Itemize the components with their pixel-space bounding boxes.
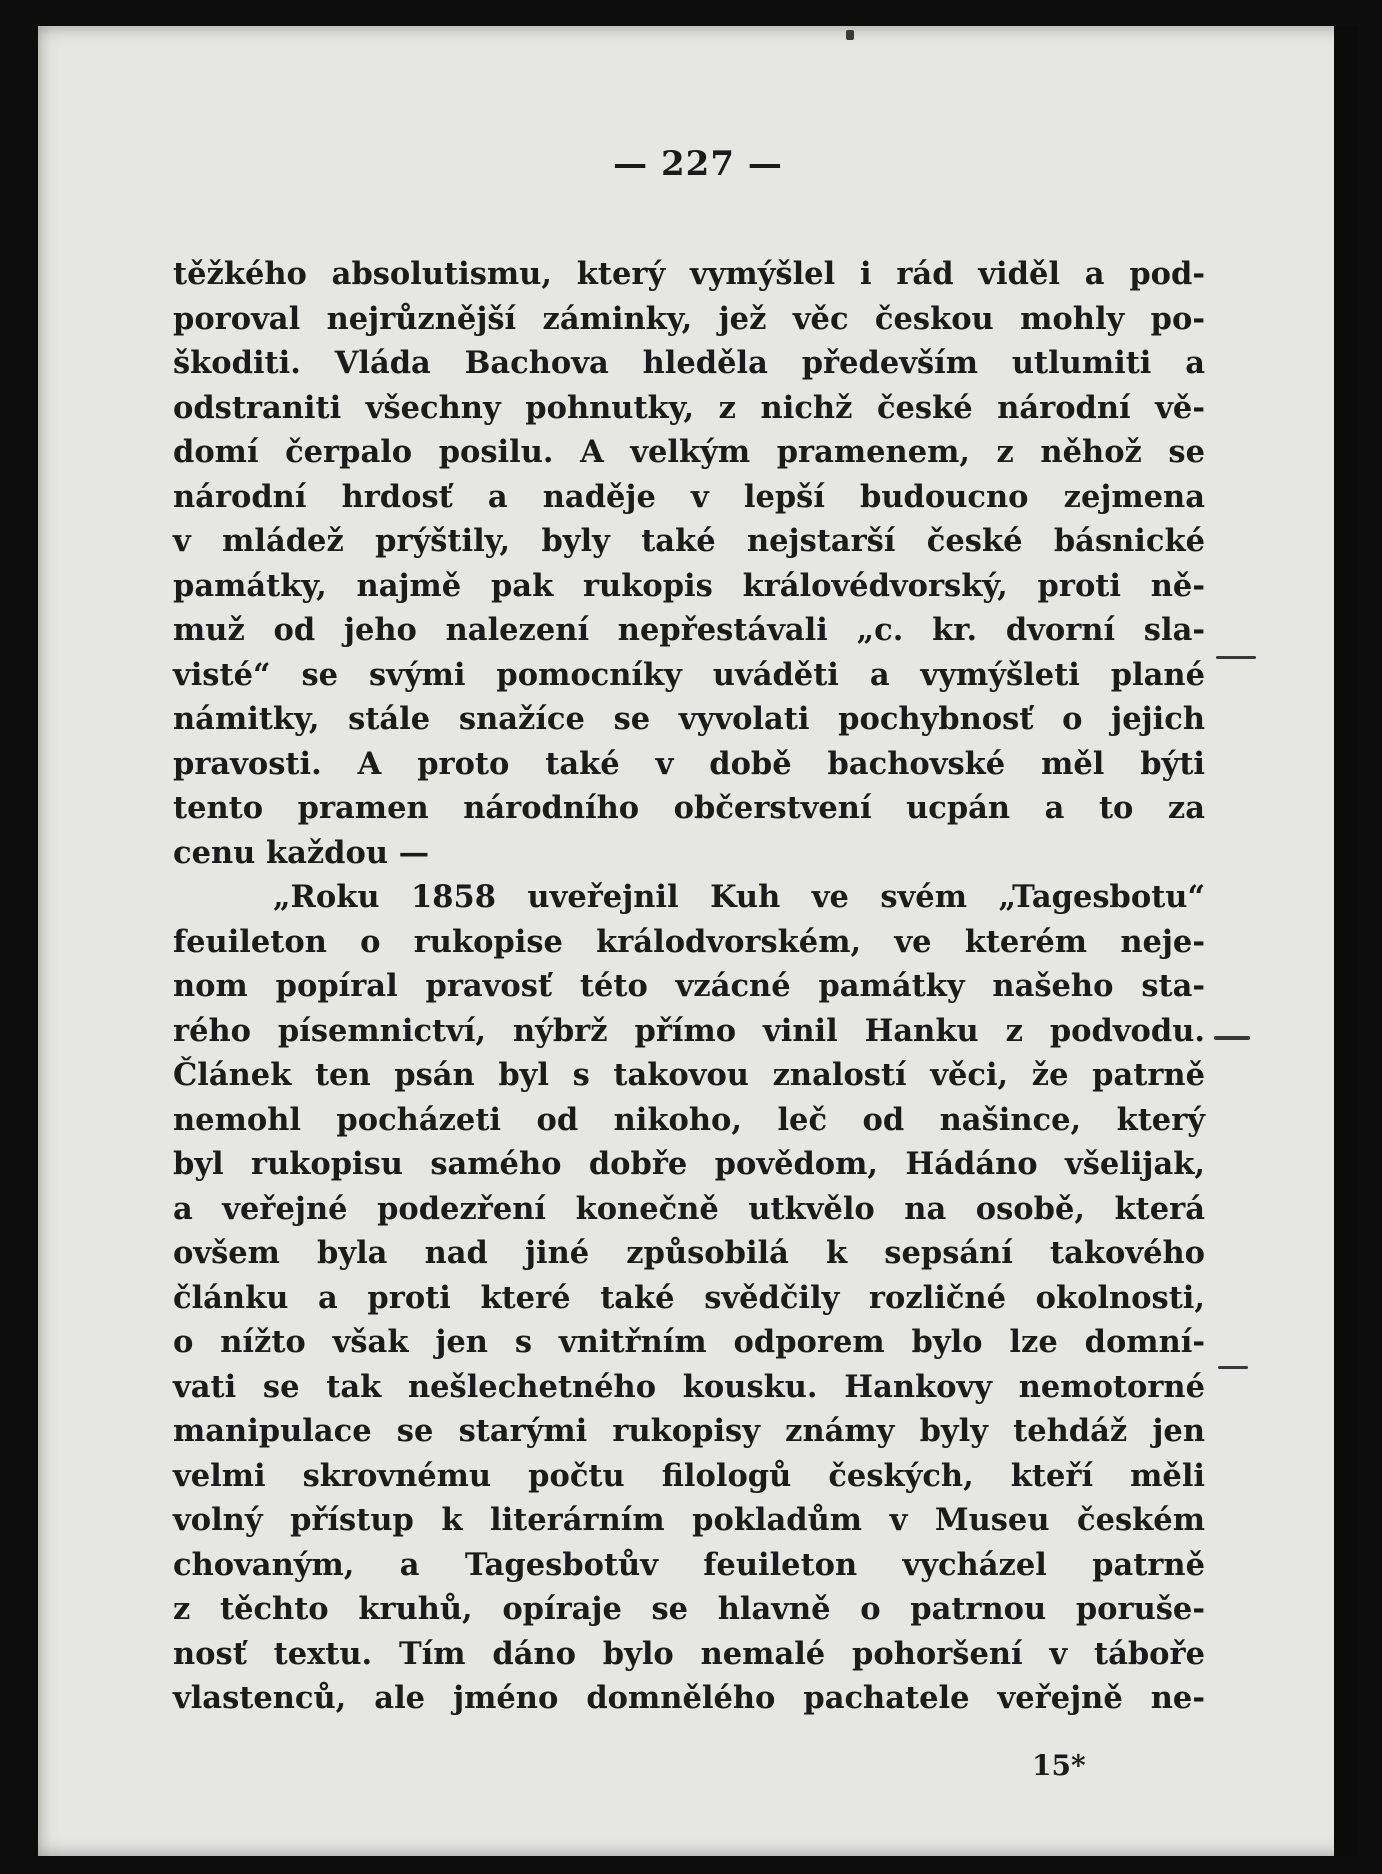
text-line: chovaným, a Tagesbotův feuileton vycházel patrně	[173, 1546, 1205, 1583]
text-line: volný přístup k literárním pokladům v Museu českém	[173, 1502, 1205, 1538]
text-line: tento pramen národního občerstvení ucpán a to za	[173, 790, 1205, 826]
text-line: poroval nejrůznější záminky, jež věc českou mohly po-	[173, 300, 1205, 337]
text-line: nom popíral pravosť této vzácné památky našeho sta-	[173, 968, 1205, 1004]
text-line: národní hrdosť a naděje v lepší budoucno zejmena	[173, 478, 1205, 515]
text-line: rého písemnictví, nýbrž přímo vinil Hanku z podvodu.	[173, 1012, 1205, 1049]
text-line: těžkého absolutismu, který vymýšlel i rád viděl a pod-	[173, 256, 1205, 292]
scan-speck	[1214, 1036, 1250, 1040]
text-line: domí čerpalo posilu. A velkým pramenem, z něhož se	[173, 434, 1205, 470]
text-line: byl rukopisu samého dobře povědom, Hádáno všelijak,	[173, 1146, 1205, 1182]
page-dark-edge	[1334, 26, 1358, 1856]
text-line: ovšem byla nad jiné způsobilá k sepsání takového	[173, 1235, 1205, 1271]
paragraph-start-line: „Roku 1858 uveřejnil Kuh ve svém „Tagesbotu“	[273, 879, 1205, 915]
text-line: odstraniti všechny pohnutky, z nichž české národní vě-	[173, 389, 1205, 426]
scan-speck	[846, 30, 854, 40]
page-number: — 227 —	[613, 144, 783, 184]
text-line: Článek ten psán byl s takovou znalostí věci, že patrně	[173, 1057, 1205, 1093]
text-line: vlastenců, ale jméno domnělého pachatele veřejně ne-	[173, 1680, 1205, 1716]
text-line: z těchto kruhů, opíraje se hlavně o patrnou poruše-	[173, 1591, 1205, 1627]
text-line: článku a proti které také svědčily rozličné okolnosti,	[173, 1279, 1205, 1316]
text-line: námitky, stále snažíce se vyvolati pochybnosť o jejich	[173, 701, 1205, 737]
text-line: o nížto však jen s vnitřním odporem bylo lze domní-	[173, 1324, 1205, 1360]
scan-speck	[1218, 1366, 1248, 1369]
text-line: v mládež prýštily, byly také nejstarší české básnické	[173, 523, 1205, 559]
text-line: škoditi. Vláda Bachova hleděla především utlumiti a	[173, 345, 1205, 381]
text-line: velmi skrovnému počtu filologů českých, kteří měli	[173, 1457, 1205, 1494]
text-line: feuileton o rukopise králodvorském, ve kterém neje-	[173, 923, 1205, 960]
scan-speck	[1216, 656, 1256, 659]
text-line: cenu každou —	[173, 834, 430, 871]
text-line: památky, najmě pak rukopis královédvorský, proti ně-	[173, 567, 1205, 604]
signature-mark: 15*	[1032, 1749, 1086, 1782]
text-line: nemohl pocházeti od nikoho, leč od našince, který	[173, 1101, 1205, 1138]
text-line: pravosti. A proto také v době bachovské měl býti	[173, 745, 1205, 782]
text-line: nosť textu. Tím dáno bylo nemalé pohoršení v táboře	[173, 1635, 1205, 1672]
text-line: visté“ se svými pomocníky uváděti a vymýšleti plané	[173, 656, 1205, 693]
text-line: muž od jeho nalezení nepřestávali „c. kr. dvorní sla-	[173, 612, 1205, 648]
text-line: a veřejné podezření konečně utkvělo na osobě, která	[173, 1190, 1205, 1227]
text-line: manipulace se starými rukopisy známy byly tehdáž jen	[173, 1413, 1205, 1449]
text-line: vati se tak nešlechetného kousku. Hankovy nemotorné	[173, 1368, 1205, 1405]
body-text	[173, 252, 1205, 1721]
book-page	[38, 26, 1358, 1856]
